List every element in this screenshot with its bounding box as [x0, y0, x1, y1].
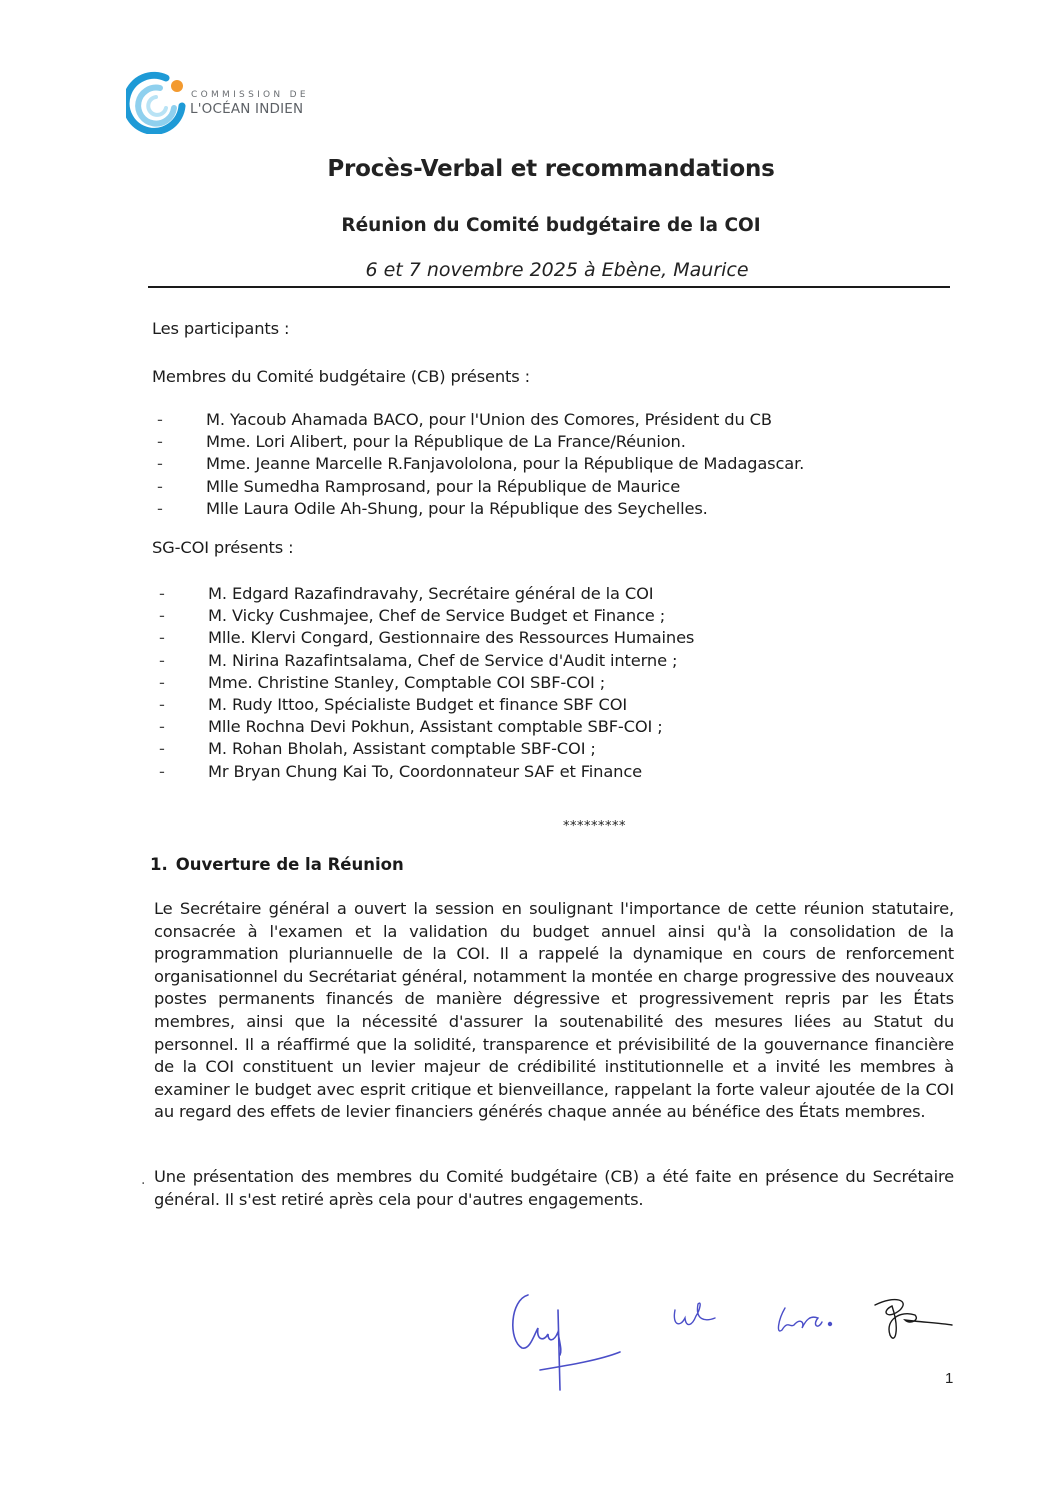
signature-3 — [778, 1308, 831, 1331]
dash-bullet: - — [159, 694, 165, 714]
list-item — [159, 694, 694, 716]
dash-bullet: - — [159, 584, 165, 603]
section-number: 1. — [150, 855, 168, 874]
dash-bullet: - — [157, 410, 163, 429]
signature-2 — [674, 1303, 715, 1324]
logo-text-ocean-indien: L'OCÉAN INDIEN — [190, 101, 304, 117]
sg-member: M. Vicky Cushmajee, Chef de Service Budget et Finance ; — [208, 606, 666, 626]
sg-member: Mme. Christine Stanley, Comptable COI SBF-COI ; — [208, 672, 606, 692]
list-item — [159, 583, 694, 605]
section-separator: ********* — [563, 819, 626, 834]
list-item — [159, 627, 695, 649]
dash-bullet: - — [159, 717, 165, 737]
meeting-date-location: 6 et 7 novembre 2025 à Ebène, Maurice — [365, 259, 749, 281]
list-item — [157, 431, 804, 453]
participants-label: Les participants : — [152, 319, 290, 338]
list-item — [159, 738, 694, 760]
list-item — [157, 409, 804, 431]
dash-bullet: - — [159, 739, 165, 759]
cb-member: Mme. Lori Alibert, pour la République de La France/Réunion. — [206, 432, 686, 452]
document-subtitle: Réunion du Comité budgétaire de la COI — [341, 215, 761, 236]
signature-4 — [875, 1300, 952, 1339]
dash-bullet: - — [159, 628, 165, 648]
sg-member: M. Rudy Ittoo, Spécialiste Budget et finance SBF COI — [208, 694, 628, 714]
list-item — [159, 716, 694, 738]
list-item — [157, 498, 804, 520]
dash-bullet: - — [159, 761, 165, 781]
cb-member: Mlle Laura Odile Ah-Shung, pour la République des Seychelles. — [206, 498, 708, 518]
dash-bullet: - — [157, 498, 163, 518]
signatures — [500, 1290, 980, 1420]
sg-member: Mlle. Klervi Congard, Gestionnaire des Ressources Humaines — [208, 628, 695, 648]
header-divider — [148, 286, 950, 288]
sg-member: Mlle Rochna Devi Pokhun, Assistant comptable SBF-COI ; — [208, 717, 663, 737]
list-item — [159, 605, 694, 627]
document-title: Procès-Verbal et recommandations — [327, 156, 775, 182]
cb-member: Mlle Sumedha Ramprosand, pour la République de Maurice — [206, 476, 681, 496]
paragraph: Le Secrétaire général a ouvert la session en soulignant l'importance de cette réunion statutaire, consacrée à l'examen et la validation du budget annuel ainsi qu'à la consolidation de la programmation pluriannuelle de la COI. Il a rappelé la dynamique en cours de renforcement organisationnel du Secrétariat général, notamment la montée en charge progressive des nouveaux postes permanents financés de manière dégressive et progressivement repris par les États membres, ainsi que la nécessité d'assurer la soutenabilité des mesures liées au Statut du personnel. Il a réaffirmé que la solidité, transparence et prévisibilité de la gouvernance financière de la COI constituent un levier majeur de crédibilité institutionnelle et a invité les membres à examiner le budget avec esprit critique et bienveillance, rappelant la forte valeur ajoutée de la COI au regard des effets de levier financiers générés chaque année au bénéfice des États membres. — [154, 899, 954, 1122]
paragraph: Une présentation des membres du Comité budgétaire (CB) a été faite en présence du Secrétaire général. Il s'est retiré après cela pour d'autres engagements. — [154, 1167, 954, 1209]
sg-member: M. Nirina Razafintsalama, Chef de Service d'Audit interne ; — [208, 650, 678, 670]
dash-bullet: - — [159, 650, 165, 670]
coi-logo — [126, 70, 366, 134]
coi-emblem-icon — [126, 70, 188, 134]
dash-bullet: - — [159, 672, 165, 692]
list-item — [159, 761, 694, 783]
sg-member: Mr Bryan Chung Kai To, Coordonnateur SAF et Finance — [208, 761, 643, 781]
section-heading — [150, 855, 404, 874]
page-number: 1 — [945, 1370, 954, 1387]
scan-mark: . — [141, 1172, 146, 1188]
logo-text-commission: COMMISSION DE — [191, 90, 309, 100]
list-item — [157, 476, 804, 498]
cb-member: M. Yacoub Ahamada BACO, pour l'Union des Comores, Président du CB — [206, 410, 772, 429]
dash-bullet: - — [157, 454, 163, 474]
cb-members-label: Membres du Comité budgétaire (CB) présents : — [152, 367, 530, 386]
sg-members-label: SG-COI présents : — [152, 538, 294, 557]
section-title: Ouverture de la Réunion — [175, 855, 404, 874]
cb-members-list — [157, 409, 805, 520]
signature-1 — [513, 1295, 620, 1390]
sg-member: M. Rohan Bholah, Assistant comptable SBF-COI ; — [208, 739, 596, 759]
list-item — [159, 672, 694, 694]
cb-member: Mme. Jeanne Marcelle R.Fanjavololona, pour la République de Madagascar. — [206, 454, 805, 474]
list-item — [159, 650, 694, 672]
list-item — [157, 453, 805, 475]
dash-bullet: - — [159, 606, 165, 626]
sg-members-list — [159, 583, 695, 783]
dash-bullet: - — [157, 432, 163, 452]
sg-member: M. Edgard Razafindravahy, Secrétaire général de la COI — [208, 584, 654, 603]
dash-bullet: - — [157, 476, 163, 496]
